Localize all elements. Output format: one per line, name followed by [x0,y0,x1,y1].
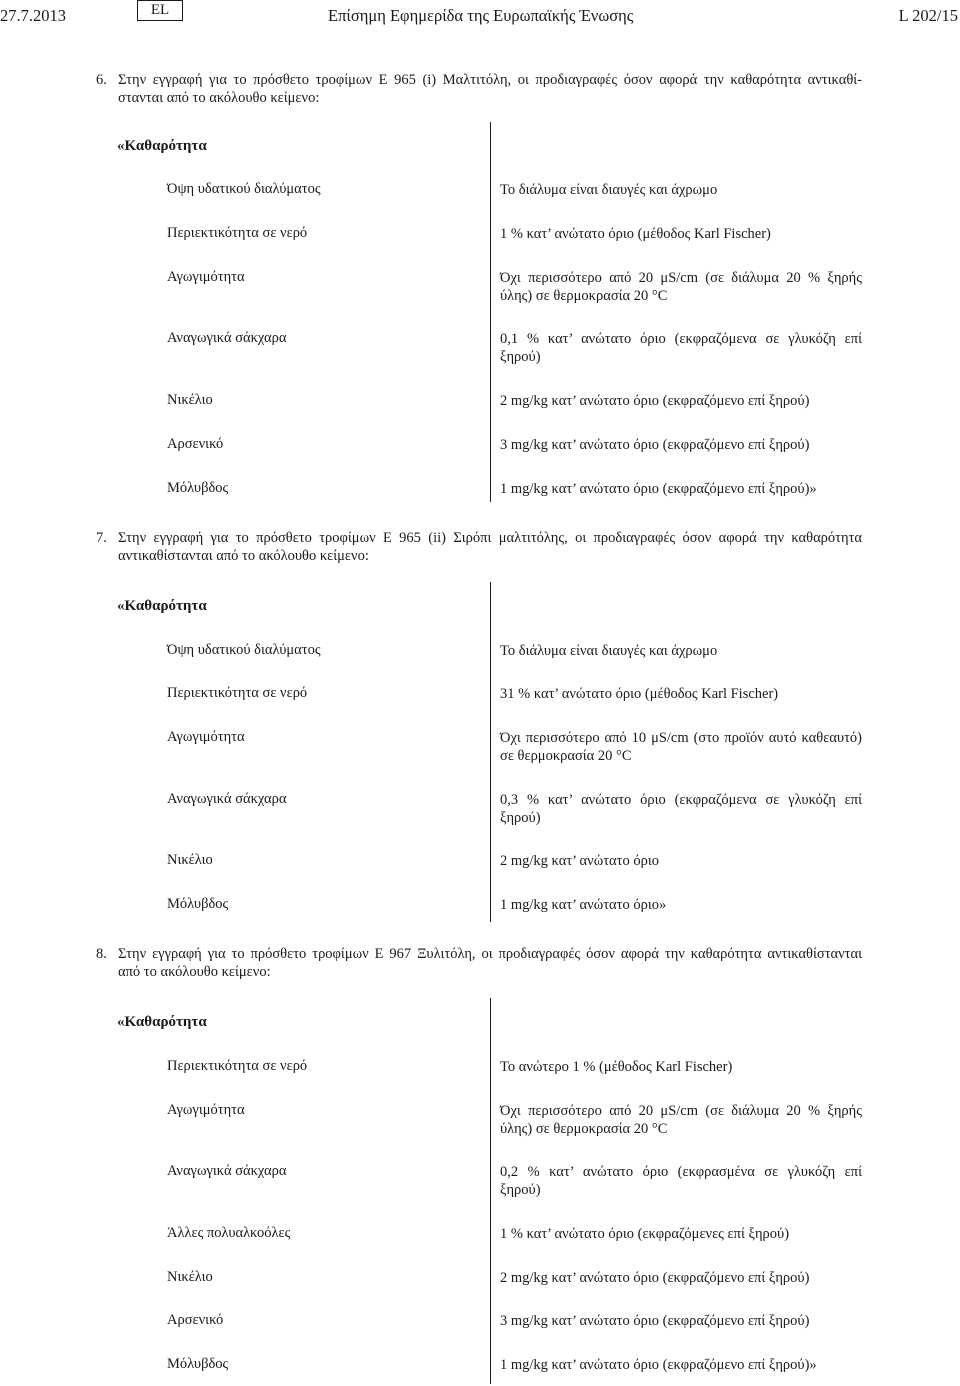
spec-value [500,791,862,827]
spec-value-line-1: Όχι περισσότερο από 20 μS/cm (σε διάλυμα 20 % ξηρής [500,1103,862,1119]
spec-value-line-2: ύλης) σε θερμοκρασία 20 °C [500,288,668,304]
page-number: L 202/15 [898,6,958,25]
spec-value [500,181,862,199]
page-header [0,0,960,30]
section-intro [96,529,862,565]
spec-value-line-1: Το διάλυμα είναι διαυγές και άχρωμο [500,643,718,659]
spec-value [500,1312,862,1330]
spec-value-line-1: 3 mg/kg κατ’ ανώτατο όριο (εκφραζόμενο επί ξηρού) [500,437,810,453]
spec-label: Μόλυβδος [167,896,229,912]
spec-label: Αγωγιμότητα [167,729,245,745]
spec-value [500,480,862,498]
section-number: 6. [96,72,107,88]
spec-value-line-1: 0,2 % κατ’ ανώτατο όριο (εκφρασμένα σε γλυκόζη επί [500,1164,862,1180]
purity-heading: «Καθαρότητα [117,1014,207,1030]
spec-label: Αναγωγικά σάκχαρα [167,791,287,807]
spec-value-line-1: 1 mg/kg κατ’ ανώτατο όριο (εκφραζόμενο επί ξηρού)» [500,481,817,497]
spec-label: Περιεκτικότητα σε νερό [167,225,308,241]
spec-label: Νικέλιο [167,1269,213,1285]
spec-value-line-1: Το διάλυμα είναι διαυγές και άχρωμο [500,182,718,198]
column-divider [490,998,491,1384]
spec-value [500,330,862,366]
spec-value-line-1: 1 mg/kg κατ’ ανώτατο όριο (εκφραζόμενο επί ξηρού)» [500,1357,817,1373]
spec-value [500,729,862,765]
purity-heading: «Καθαρότητα [117,598,207,614]
spec-value-line-1: 3 mg/kg κατ’ ανώτατο όριο (εκφραζόμενο επί ξηρού) [500,1313,810,1329]
spec-value-line-2: ύλης) σε θερμοκρασία 20 °C [500,1121,668,1137]
spec-value [500,852,862,870]
spec-value-line-1: Όχι περισσότερο από 10 μS/cm (στο προϊόν αυτό καθεαυτό) [500,730,862,746]
intro-line-2: από το ακόλουθο κείμενο: [118,964,271,980]
purity-heading: «Καθαρότητα [117,138,207,154]
intro-line-2: στανται από το ακόλουθο κείμενο: [118,90,320,106]
spec-value [500,1356,862,1374]
spec-label: Αναγωγικά σάκχαρα [167,330,287,346]
spec-value [500,685,862,703]
spec-label: Αγωγιμότητα [167,1102,245,1118]
spec-value-line-2: ξηρού) [500,810,541,826]
spec-value-line-1: Όχι περισσότερο από 20 μS/cm (σε διάλυμα 20 % ξηρής [500,270,862,286]
spec-value [500,225,862,243]
spec-value-line-2: ξηρού) [500,349,541,365]
spec-value-line-1: 2 mg/kg κατ’ ανώτατο όριο [500,853,659,869]
spec-label: Αναγωγικά σάκχαρα [167,1163,287,1179]
spec-value-line-1: 0,3 % κατ’ ανώτατο όριο (εκφραζόμενα σε γλυκόζη επί [500,792,862,808]
spec-value-line-1: 2 mg/kg κατ’ ανώτατο όριο (εκφραζόμενο επί ξηρού) [500,393,810,409]
section-number: 8. [96,946,107,962]
spec-label: Νικέλιο [167,392,213,408]
spec-value [500,642,862,660]
column-divider [490,582,491,922]
intro-line-1: Στην εγγραφή για το πρόσθετο τροφίμων E 967 Ξυλιτόλη, οι προδιαγραφές όσον αφορά την καθαρότητα αντικαθίστανται [118,946,862,962]
spec-value-line-2: σε θερμοκρασία 20 °C [500,748,632,764]
spec-label: Όψη υδατικού διαλύματος [167,181,321,197]
spec-label: Περιεκτικότητα σε νερό [167,1058,308,1074]
spec-label: Περιεκτικότητα σε νερό [167,685,308,701]
spec-label: Αρσενικό [167,436,224,452]
spec-value-line-1: Το ανώτερο 1 % (μέθοδος Karl Fischer) [500,1059,733,1075]
spec-value [500,1269,862,1287]
spec-label: Άλλες πολυαλκοόλες [167,1225,291,1241]
spec-label: Όψη υδατικού διαλύματος [167,642,321,658]
spec-value-line-1: 1 mg/kg κατ’ ανώτατο όριο» [500,897,667,913]
spec-label: Μόλυβδος [167,1356,229,1372]
publication-date: 27.7.2013 [0,6,66,25]
intro-line-1: Στην εγγραφή για το πρόσθετο τροφίμων E 965 (i) Μαλτιτόλη, οι προδιαγραφές όσον αφορά την καθαρότητα αντικαθί- [118,72,862,88]
spec-value-line-1: 31 % κατ’ ανώτατο όριο (μέθοδος Karl Fischer) [500,686,779,702]
spec-label: Αγωγιμότητα [167,269,245,285]
section-number: 7. [96,530,107,546]
spec-value [500,1102,862,1138]
spec-label: Νικέλιο [167,852,213,868]
section-intro [96,71,862,107]
section-intro [96,945,862,981]
spec-value [500,436,862,454]
spec-value [500,1225,862,1243]
spec-value-line-1: 1 % κατ’ ανώτατο όριο (μέθοδος Karl Fischer) [500,226,771,242]
spec-value-line-1: 0,1 % κατ’ ανώτατο όριο (εκφραζόμενα σε γλυκόζη επί [500,331,862,347]
column-divider [490,122,491,502]
spec-label: Αρσενικό [167,1312,224,1328]
spec-value [500,269,862,305]
spec-value-line-2: ξηρού) [500,1182,541,1198]
spec-value [500,1058,862,1076]
spec-value-line-1: 1 % κατ’ ανώτατο όριο (εκφραζόμενες επί ξηρού) [500,1226,790,1242]
spec-value-line-1: 2 mg/kg κατ’ ανώτατο όριο (εκφραζόμενο επί ξηρού) [500,1270,810,1286]
intro-line-1: Στην εγγραφή για το πρόσθετο τροφίμων E 965 (ii) Σιρόπι μαλτιτόλης, οι προδιαγραφές όσον αφορά την καθαρότητα [118,530,862,546]
spec-label: Μόλυβδος [167,480,229,496]
spec-value [500,896,862,914]
journal-title: Επίσημη Εφημερίδα της Ευρωπαϊκής Ένωσης [328,6,634,25]
spec-value [500,392,862,410]
language-badge: EL [137,0,183,21]
spec-value [500,1163,862,1199]
intro-line-2: αντικαθίστανται από το ακόλουθο κείμενο: [118,548,369,564]
